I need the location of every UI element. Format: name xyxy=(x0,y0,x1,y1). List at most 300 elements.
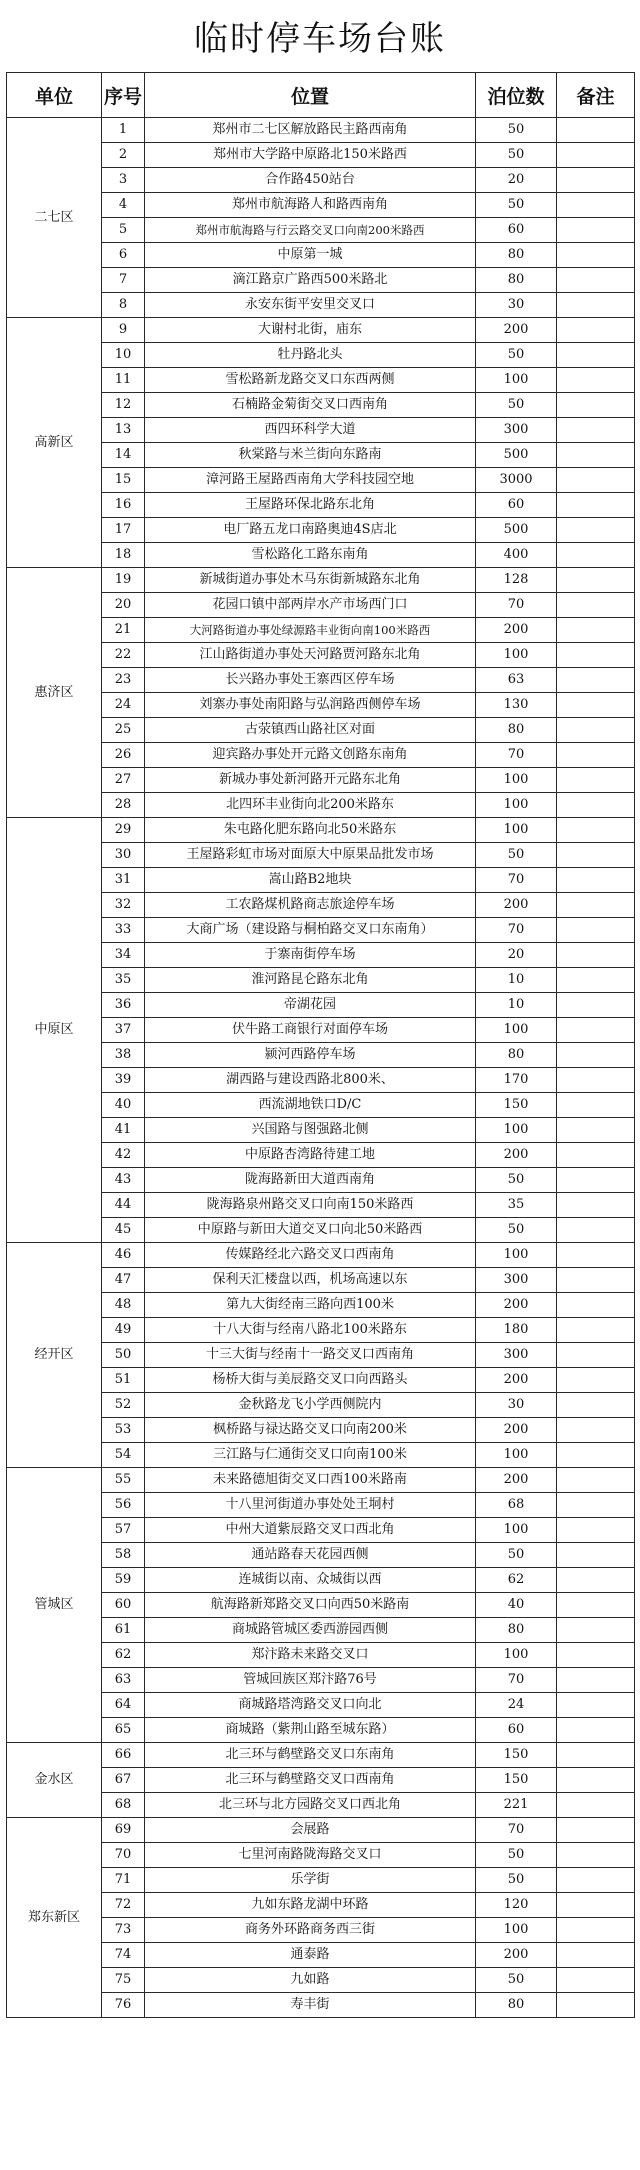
location-cell: 北四环丰业街向北200米路东 xyxy=(145,793,476,818)
table-row xyxy=(7,1143,635,1168)
remark-cell xyxy=(557,568,635,593)
spaces-cell: 200 xyxy=(476,1143,557,1168)
table-row xyxy=(7,918,635,943)
table-row xyxy=(7,1068,635,1093)
remark-cell xyxy=(557,268,635,293)
header-unit: 单位 xyxy=(7,73,102,118)
seq-cell: 33 xyxy=(102,918,145,943)
seq-cell: 8 xyxy=(102,293,145,318)
seq-cell: 15 xyxy=(102,468,145,493)
location-cell: 兴国路与图强路北侧 xyxy=(145,1118,476,1143)
table-row xyxy=(7,218,635,243)
remark-cell xyxy=(557,1918,635,1943)
seq-cell: 26 xyxy=(102,743,145,768)
seq-cell: 65 xyxy=(102,1718,145,1743)
district-cell: 惠济区 xyxy=(7,568,102,818)
remark-cell xyxy=(557,693,635,718)
header-row xyxy=(7,73,635,118)
seq-cell: 34 xyxy=(102,943,145,968)
table-row xyxy=(7,1968,635,1993)
seq-cell: 29 xyxy=(102,818,145,843)
table-row xyxy=(7,1818,635,1843)
spaces-cell: 70 xyxy=(476,743,557,768)
page-title: 临时停车场台账 xyxy=(194,19,446,59)
seq-cell: 41 xyxy=(102,1118,145,1143)
spaces-cell: 62 xyxy=(476,1568,557,1593)
seq-cell: 27 xyxy=(102,768,145,793)
spaces-cell: 50 xyxy=(476,143,557,168)
seq-cell: 2 xyxy=(102,143,145,168)
spaces-cell: 150 xyxy=(476,1093,557,1118)
remark-cell xyxy=(557,1543,635,1568)
table-row xyxy=(7,718,635,743)
seq-cell: 11 xyxy=(102,368,145,393)
remark-cell xyxy=(557,143,635,168)
spaces-cell: 60 xyxy=(476,493,557,518)
table-row xyxy=(7,1118,635,1143)
seq-cell: 44 xyxy=(102,1193,145,1218)
table-row xyxy=(7,1918,635,1943)
location-cell: 长兴路办事处王寨西区停车场 xyxy=(145,668,476,693)
seq-cell: 54 xyxy=(102,1443,145,1468)
spaces-cell: 300 xyxy=(476,1268,557,1293)
seq-cell: 3 xyxy=(102,168,145,193)
remark-cell xyxy=(557,1718,635,1743)
seq-cell: 23 xyxy=(102,668,145,693)
seq-cell: 53 xyxy=(102,1418,145,1443)
remark-cell xyxy=(557,1993,635,2018)
table-row xyxy=(7,1543,635,1568)
seq-cell: 30 xyxy=(102,843,145,868)
remark-cell xyxy=(557,1468,635,1493)
spaces-cell: 200 xyxy=(476,1368,557,1393)
table-row xyxy=(7,243,635,268)
seq-cell: 10 xyxy=(102,343,145,368)
location-cell: 帝湖花园 xyxy=(145,993,476,1018)
spaces-cell: 221 xyxy=(476,1793,557,1818)
spaces-cell: 80 xyxy=(476,268,557,293)
table-row xyxy=(7,1643,635,1668)
remark-cell xyxy=(557,643,635,668)
location-cell: 连城街以南、众城街以西 xyxy=(145,1568,476,1593)
table-row xyxy=(7,1718,635,1743)
location-cell: 牡丹路北头 xyxy=(145,343,476,368)
seq-cell: 1 xyxy=(102,118,145,143)
table-row xyxy=(7,693,635,718)
spaces-cell: 50 xyxy=(476,1218,557,1243)
seq-cell: 63 xyxy=(102,1668,145,1693)
seq-cell: 20 xyxy=(102,593,145,618)
location-cell: 十三大街与经南十一路交叉口西南角 xyxy=(145,1343,476,1368)
remark-cell xyxy=(557,668,635,693)
location-cell: 商城路塔湾路交叉口向北 xyxy=(145,1693,476,1718)
remark-cell xyxy=(557,193,635,218)
table-row xyxy=(7,1843,635,1868)
table-row xyxy=(7,1168,635,1193)
remark-cell xyxy=(557,1118,635,1143)
remark-cell xyxy=(557,1143,635,1168)
location-cell: 中原路杏湾路待建工地 xyxy=(145,1143,476,1168)
header-location: 位置 xyxy=(145,73,476,118)
table-row xyxy=(7,818,635,843)
seq-cell: 46 xyxy=(102,1243,145,1268)
seq-cell: 25 xyxy=(102,718,145,743)
location-cell: 传媒路经北六路交叉口西南角 xyxy=(145,1243,476,1268)
location-cell: 淮河路昆仑路东北角 xyxy=(145,968,476,993)
spaces-cell: 100 xyxy=(476,818,557,843)
table-row xyxy=(7,168,635,193)
spaces-cell: 200 xyxy=(476,1293,557,1318)
table-row xyxy=(7,1568,635,1593)
spaces-cell: 50 xyxy=(476,1968,557,1993)
table-row xyxy=(7,893,635,918)
remark-cell xyxy=(557,618,635,643)
location-cell: 管城回族区郑汴路76号 xyxy=(145,1668,476,1693)
table-row xyxy=(7,293,635,318)
location-cell: 北三环与北方园路交叉口西北角 xyxy=(145,1793,476,1818)
spaces-cell: 20 xyxy=(476,943,557,968)
remark-cell xyxy=(557,893,635,918)
table-row xyxy=(7,1443,635,1468)
location-cell: 第九大街经南三路向西100米 xyxy=(145,1293,476,1318)
seq-cell: 31 xyxy=(102,868,145,893)
district-cell: 二七区 xyxy=(7,118,102,318)
location-cell: 伏牛路工商银行对面停车场 xyxy=(145,1018,476,1043)
table-row xyxy=(7,618,635,643)
seq-cell: 4 xyxy=(102,193,145,218)
location-cell: 雪松路新龙路交叉口东西两侧 xyxy=(145,368,476,393)
seq-cell: 6 xyxy=(102,243,145,268)
spaces-cell: 63 xyxy=(476,668,557,693)
location-cell: 乐学街 xyxy=(145,1868,476,1893)
location-cell: 郑州市航海路人和路西南角 xyxy=(145,193,476,218)
spaces-cell: 20 xyxy=(476,168,557,193)
spaces-cell: 50 xyxy=(476,393,557,418)
remark-cell xyxy=(557,1043,635,1068)
spaces-cell: 70 xyxy=(476,593,557,618)
location-cell: 陇海路泉州路交叉口向南150米路西 xyxy=(145,1193,476,1218)
spaces-cell: 200 xyxy=(476,318,557,343)
remark-cell xyxy=(557,818,635,843)
remark-cell xyxy=(557,843,635,868)
table-row xyxy=(7,1693,635,1718)
table-row xyxy=(7,543,635,568)
remark-cell xyxy=(557,318,635,343)
spaces-cell: 100 xyxy=(476,1918,557,1943)
spaces-cell: 70 xyxy=(476,1818,557,1843)
spaces-cell: 100 xyxy=(476,1518,557,1543)
location-cell: 陇海路新田大道西南角 xyxy=(145,1168,476,1193)
location-cell: 九如东路龙湖中环路 xyxy=(145,1893,476,1918)
table-row xyxy=(7,1893,635,1918)
table-row xyxy=(7,1418,635,1443)
remark-cell xyxy=(557,1843,635,1868)
remark-cell xyxy=(557,1368,635,1393)
location-cell: 大谢村北街，庙东 xyxy=(145,318,476,343)
table-row xyxy=(7,318,635,343)
seq-cell: 18 xyxy=(102,543,145,568)
remark-cell xyxy=(557,793,635,818)
seq-cell: 17 xyxy=(102,518,145,543)
table-row xyxy=(7,1393,635,1418)
table-row xyxy=(7,368,635,393)
location-cell: 保利天汇楼盘以西，机场高速以东 xyxy=(145,1268,476,1293)
seq-cell: 39 xyxy=(102,1068,145,1093)
remark-cell xyxy=(557,593,635,618)
header-seq: 序号 xyxy=(102,73,145,118)
seq-cell: 47 xyxy=(102,1268,145,1293)
table-row xyxy=(7,743,635,768)
table-row xyxy=(7,443,635,468)
spaces-cell: 200 xyxy=(476,1468,557,1493)
spaces-cell: 100 xyxy=(476,1643,557,1668)
remark-cell xyxy=(557,918,635,943)
spaces-cell: 150 xyxy=(476,1743,557,1768)
remark-cell xyxy=(557,1643,635,1668)
table-row xyxy=(7,418,635,443)
location-cell: 北三环与鹤壁路交叉口东南角 xyxy=(145,1743,476,1768)
remark-cell xyxy=(557,743,635,768)
seq-cell: 49 xyxy=(102,1318,145,1343)
table-row xyxy=(7,868,635,893)
spaces-cell: 500 xyxy=(476,443,557,468)
spaces-cell: 30 xyxy=(476,1393,557,1418)
location-cell: 漳河路王屋路西南角大学科技园空地 xyxy=(145,468,476,493)
location-cell: 花园口镇中部两岸水产市场西门口 xyxy=(145,593,476,618)
table-row xyxy=(7,943,635,968)
remark-cell xyxy=(557,543,635,568)
table-row xyxy=(7,143,635,168)
spaces-cell: 80 xyxy=(476,1043,557,1068)
seq-cell: 74 xyxy=(102,1943,145,1968)
table-row xyxy=(7,1743,635,1768)
district-cell: 管城区 xyxy=(7,1468,102,1743)
remark-cell xyxy=(557,1293,635,1318)
spaces-cell: 100 xyxy=(476,768,557,793)
seq-cell: 38 xyxy=(102,1043,145,1068)
district-cell: 中原区 xyxy=(7,818,102,1243)
spaces-cell: 100 xyxy=(476,1118,557,1143)
remark-cell xyxy=(557,1968,635,1993)
location-cell: 江山路街道办事处天河路贾河路东北角 xyxy=(145,643,476,668)
remark-cell xyxy=(557,293,635,318)
seq-cell: 48 xyxy=(102,1293,145,1318)
spaces-cell: 70 xyxy=(476,918,557,943)
table-row xyxy=(7,1593,635,1618)
spaces-cell: 60 xyxy=(476,1718,557,1743)
remark-cell xyxy=(557,1393,635,1418)
header-remark: 备注 xyxy=(557,73,635,118)
table-row xyxy=(7,768,635,793)
seq-cell: 73 xyxy=(102,1918,145,1943)
spaces-cell: 200 xyxy=(476,1943,557,1968)
seq-cell: 37 xyxy=(102,1018,145,1043)
spaces-cell: 170 xyxy=(476,1068,557,1093)
seq-cell: 35 xyxy=(102,968,145,993)
location-cell: 金秋路龙飞小学西侧院内 xyxy=(145,1393,476,1418)
spaces-cell: 10 xyxy=(476,993,557,1018)
location-cell: 杨桥大街与美辰路交叉口向西路头 xyxy=(145,1368,476,1393)
location-cell: 北三环与鹤壁路交叉口西南角 xyxy=(145,1768,476,1793)
location-cell: 大商广场（建设路与桐柏路交叉口东南角） xyxy=(145,918,476,943)
district-cell: 郑东新区 xyxy=(7,1818,102,2018)
table-row xyxy=(7,668,635,693)
spaces-cell: 68 xyxy=(476,1493,557,1518)
seq-cell: 60 xyxy=(102,1593,145,1618)
seq-cell: 45 xyxy=(102,1218,145,1243)
location-cell: 新城街道办事处木马东街新城路东北角 xyxy=(145,568,476,593)
spaces-cell: 50 xyxy=(476,193,557,218)
location-cell: 滴江路京广路西500米路北 xyxy=(145,268,476,293)
table-row xyxy=(7,593,635,618)
table-row xyxy=(7,1993,635,2018)
remark-cell xyxy=(557,393,635,418)
remark-cell xyxy=(557,1943,635,1968)
table-row xyxy=(7,1043,635,1068)
location-cell: 大河路街道办事处绿源路丰业街向南100米路西 xyxy=(145,618,476,643)
remark-cell xyxy=(557,1593,635,1618)
seq-cell: 76 xyxy=(102,1993,145,2018)
remark-cell xyxy=(557,1318,635,1343)
remark-cell xyxy=(557,468,635,493)
seq-cell: 67 xyxy=(102,1768,145,1793)
location-cell: 郑州市二七区解放路民主路西南角 xyxy=(145,118,476,143)
table-row xyxy=(7,1093,635,1118)
remark-cell xyxy=(557,1193,635,1218)
spaces-cell: 50 xyxy=(476,1843,557,1868)
remark-cell xyxy=(557,1168,635,1193)
seq-cell: 22 xyxy=(102,643,145,668)
district-cell: 金水区 xyxy=(7,1743,102,1818)
table-row xyxy=(7,343,635,368)
location-cell: 中原第一城 xyxy=(145,243,476,268)
remark-cell xyxy=(557,218,635,243)
location-cell: 中原路与新田大道交叉口向北50米路西 xyxy=(145,1218,476,1243)
seq-cell: 9 xyxy=(102,318,145,343)
spaces-cell: 100 xyxy=(476,1243,557,1268)
spaces-cell: 128 xyxy=(476,568,557,593)
seq-cell: 7 xyxy=(102,268,145,293)
spaces-cell: 200 xyxy=(476,1418,557,1443)
spaces-cell: 80 xyxy=(476,1618,557,1643)
remark-cell xyxy=(557,1618,635,1643)
table-row xyxy=(7,268,635,293)
spaces-cell: 400 xyxy=(476,543,557,568)
spaces-cell: 100 xyxy=(476,368,557,393)
spaces-cell: 50 xyxy=(476,1168,557,1193)
table-row xyxy=(7,1018,635,1043)
location-cell: 寿丰街 xyxy=(145,1993,476,2018)
location-cell: 西流湖地铁口D/C xyxy=(145,1093,476,1118)
location-cell: 合作路450站台 xyxy=(145,168,476,193)
seq-cell: 75 xyxy=(102,1968,145,1993)
location-cell: 未来路德旭街交叉口西100米路南 xyxy=(145,1468,476,1493)
location-cell: 迎宾路办事处开元路文创路东南角 xyxy=(145,743,476,768)
seq-cell: 55 xyxy=(102,1468,145,1493)
remark-cell xyxy=(557,518,635,543)
remark-cell xyxy=(557,1768,635,1793)
seq-cell: 12 xyxy=(102,393,145,418)
remark-cell xyxy=(557,1793,635,1818)
location-cell: 中州大道紫辰路交叉口西北角 xyxy=(145,1518,476,1543)
table-row xyxy=(7,1368,635,1393)
remark-cell xyxy=(557,968,635,993)
remark-cell xyxy=(557,1668,635,1693)
location-cell: 于寨南街停车场 xyxy=(145,943,476,968)
table-row xyxy=(7,1793,635,1818)
location-cell: 郑汴路未来路交叉口 xyxy=(145,1643,476,1668)
location-cell: 古荥镇西山路社区对面 xyxy=(145,718,476,743)
location-cell: 颍河西路停车场 xyxy=(145,1043,476,1068)
spaces-cell: 80 xyxy=(476,243,557,268)
remark-cell xyxy=(557,1518,635,1543)
spaces-cell: 50 xyxy=(476,843,557,868)
remark-cell xyxy=(557,943,635,968)
location-cell: 郑州市航海路与行云路交叉口向南200米路西 xyxy=(145,218,476,243)
spaces-cell: 300 xyxy=(476,418,557,443)
table-row xyxy=(7,968,635,993)
table-row xyxy=(7,1218,635,1243)
spaces-cell: 50 xyxy=(476,1868,557,1893)
spaces-cell: 200 xyxy=(476,618,557,643)
spaces-cell: 10 xyxy=(476,968,557,993)
remark-cell xyxy=(557,493,635,518)
seq-cell: 71 xyxy=(102,1868,145,1893)
remark-cell xyxy=(557,1243,635,1268)
table-row xyxy=(7,993,635,1018)
location-cell: 新城办事处新河路开元路东北角 xyxy=(145,768,476,793)
table-row xyxy=(7,1768,635,1793)
spaces-cell: 300 xyxy=(476,1343,557,1368)
remark-cell xyxy=(557,1493,635,1518)
remark-cell xyxy=(557,1568,635,1593)
location-cell: 刘寨办事处南阳路与弘润路西侧停车场 xyxy=(145,693,476,718)
remark-cell xyxy=(557,418,635,443)
remark-cell xyxy=(557,118,635,143)
spaces-cell: 24 xyxy=(476,1693,557,1718)
table-row xyxy=(7,1293,635,1318)
spaces-cell: 200 xyxy=(476,893,557,918)
seq-cell: 14 xyxy=(102,443,145,468)
spaces-cell: 50 xyxy=(476,118,557,143)
seq-cell: 64 xyxy=(102,1693,145,1718)
spaces-cell: 100 xyxy=(476,793,557,818)
location-cell: 十八大街与经南八路北100米路东 xyxy=(145,1318,476,1343)
seq-cell: 43 xyxy=(102,1168,145,1193)
location-cell: 秋棠路与米兰街向东路南 xyxy=(145,443,476,468)
ledger-page xyxy=(6,6,634,2018)
seq-cell: 68 xyxy=(102,1793,145,1818)
table-row xyxy=(7,393,635,418)
location-cell: 朱屯路化肥东路向北50米路东 xyxy=(145,818,476,843)
table-row xyxy=(7,1243,635,1268)
seq-cell: 69 xyxy=(102,1818,145,1843)
remark-cell xyxy=(557,1743,635,1768)
spaces-cell: 50 xyxy=(476,343,557,368)
remark-cell xyxy=(557,768,635,793)
seq-cell: 5 xyxy=(102,218,145,243)
remark-cell xyxy=(557,443,635,468)
district-cell: 高新区 xyxy=(7,318,102,568)
spaces-cell: 30 xyxy=(476,293,557,318)
table-row xyxy=(7,1618,635,1643)
table-row xyxy=(7,1193,635,1218)
location-cell: 会展路 xyxy=(145,1818,476,1843)
location-cell: 西四环科学大道 xyxy=(145,418,476,443)
remark-cell xyxy=(557,1068,635,1093)
seq-cell: 59 xyxy=(102,1568,145,1593)
seq-cell: 36 xyxy=(102,993,145,1018)
